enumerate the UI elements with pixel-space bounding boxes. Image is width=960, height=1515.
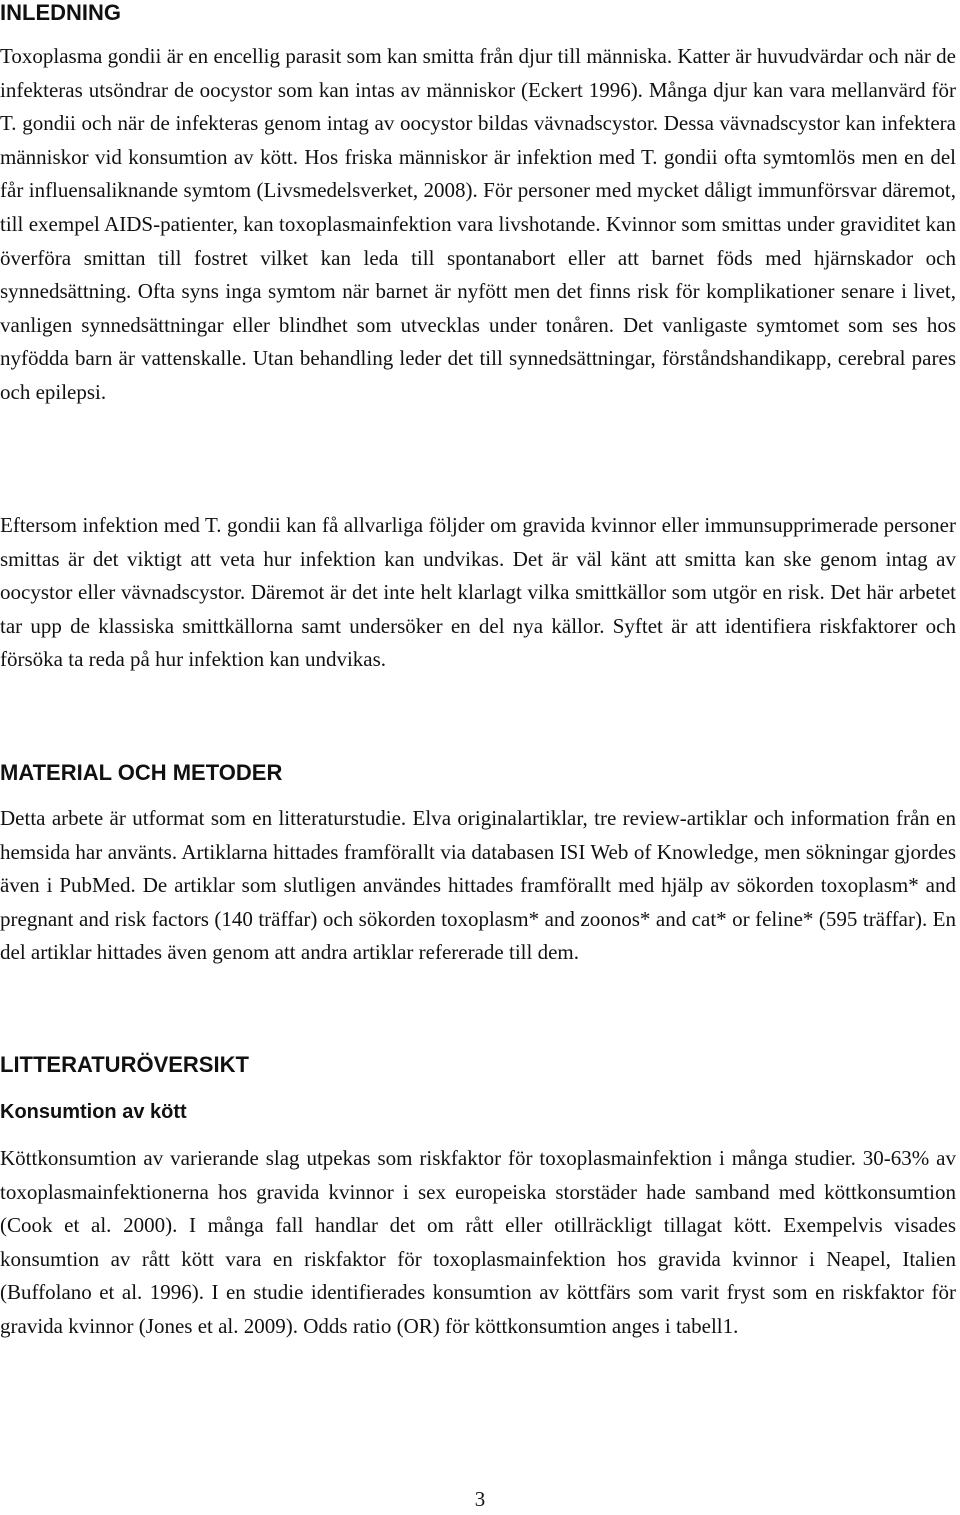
page-number: 3	[474, 1487, 486, 1511]
heading-material-och-metoder: MATERIAL OCH METODER	[0, 760, 283, 785]
paragraph-inledning-1: Toxoplasma gondii är en encellig parasit som kan smitta från djur till människa. Katter är huvudvärdar och när de infekteras utsöndrar de oocystor som kan intas av människor (Eckert 1996). Många djur kan vara mellanvärd för T. gondii och när de infekteras genom intag av oocystor bildas vävnadscystor. Dessa vävnadscystor kan infektera människor vid konsumtion av kött. Hos friska människor är infektion med T. gondii ofta symtomlös men en del får influensaliknande symtom (Livsmedelsverket, 2008). För personer med mycket dåligt immunförsvar däremot, till exempel AIDS-patienter, kan toxoplasmainfektion vara livshotande. Kvinnor som smittas under graviditet kan överföra smittan till fostret vilket kan leda till spontanabort eller att barnet föds med hjärnskador och synnedsättning. Ofta syns inga symtom när barnet är nyfött men det finns risk för komplikationer senare i livet, vanligen synnedsättningar eller blindhet som utvecklas under tonåren. Det vanligaste symtomet som ses hos nyfödda barn är vattenskalle. Utan behandling leder det till synnedsättningar, förståndshandikapp, cerebral pares och epilepsi.	[0, 44, 956, 404]
paragraph-litteratur-1: Köttkonsumtion av varierande slag utpekas som riskfaktor för toxoplasmainfektion i många studier. 30-63% av toxoplasmainfektionerna hos gravida kvinnor i sex europeiska storstäder hade samband med köttkonsumtion (Cook et al. 2000). I många fall handlar det om rått eller otillräckligt tillagat kött. Exempelvis visades konsumtion av rått kött vara en riskfaktor för toxoplasmainfektion hos gravida kvinnor i Neapel, Italien (Buffolano et al. 1996). I en studie identifierades konsumtion av köttfärs som varit fryst som en riskfaktor för gravida kvinnor (Jones et al. 2009). Odds ratio (OR) för köttkonsumtion anges i tabell1.	[0, 1146, 956, 1338]
paragraph-metoder-1: Detta arbete är utformat som en litteraturstudie. Elva originalartiklar, tre review-artiklar och information från en hemsida har använts. Artiklarna hittades framförallt via databasen ISI Web of Knowledge, men sökningar gjordes även i PubMed. De artiklar som slutligen användes hittades framförallt med hjälp av sökorden toxoplasm* and pregnant and risk factors (140 träffar) och sökorden toxoplasm* and zoonos* and cat* or feline* (595 träffar). En del artiklar hittades även genom att andra artiklar refererade till dem.	[0, 806, 956, 965]
heading-litteraturoversikt: LITTERATURÖVERSIKT	[0, 1052, 249, 1077]
subheading-konsumtion-av-kott: Konsumtion av kött	[0, 1101, 187, 1123]
heading-inledning: INLEDNING	[0, 0, 121, 25]
paragraph-inledning-2: Eftersom infektion med T. gondii kan få allvarliga följder om gravida kvinnor eller immunsupprimerade personer smittas är det viktigt att veta hur infektion kan undvikas. Det är väl känt att smitta kan ske genom intag av oocystor eller vävnadscystor. Däremot är det inte helt klarlagt vilka smittkällor som utgör en risk. Det här arbetet tar upp de klassiska smittkällorna samt undersöker en del nya källor. Syftet är att identifiera riskfaktorer och försöka ta reda på hur infektion kan undvikas.	[0, 513, 956, 672]
